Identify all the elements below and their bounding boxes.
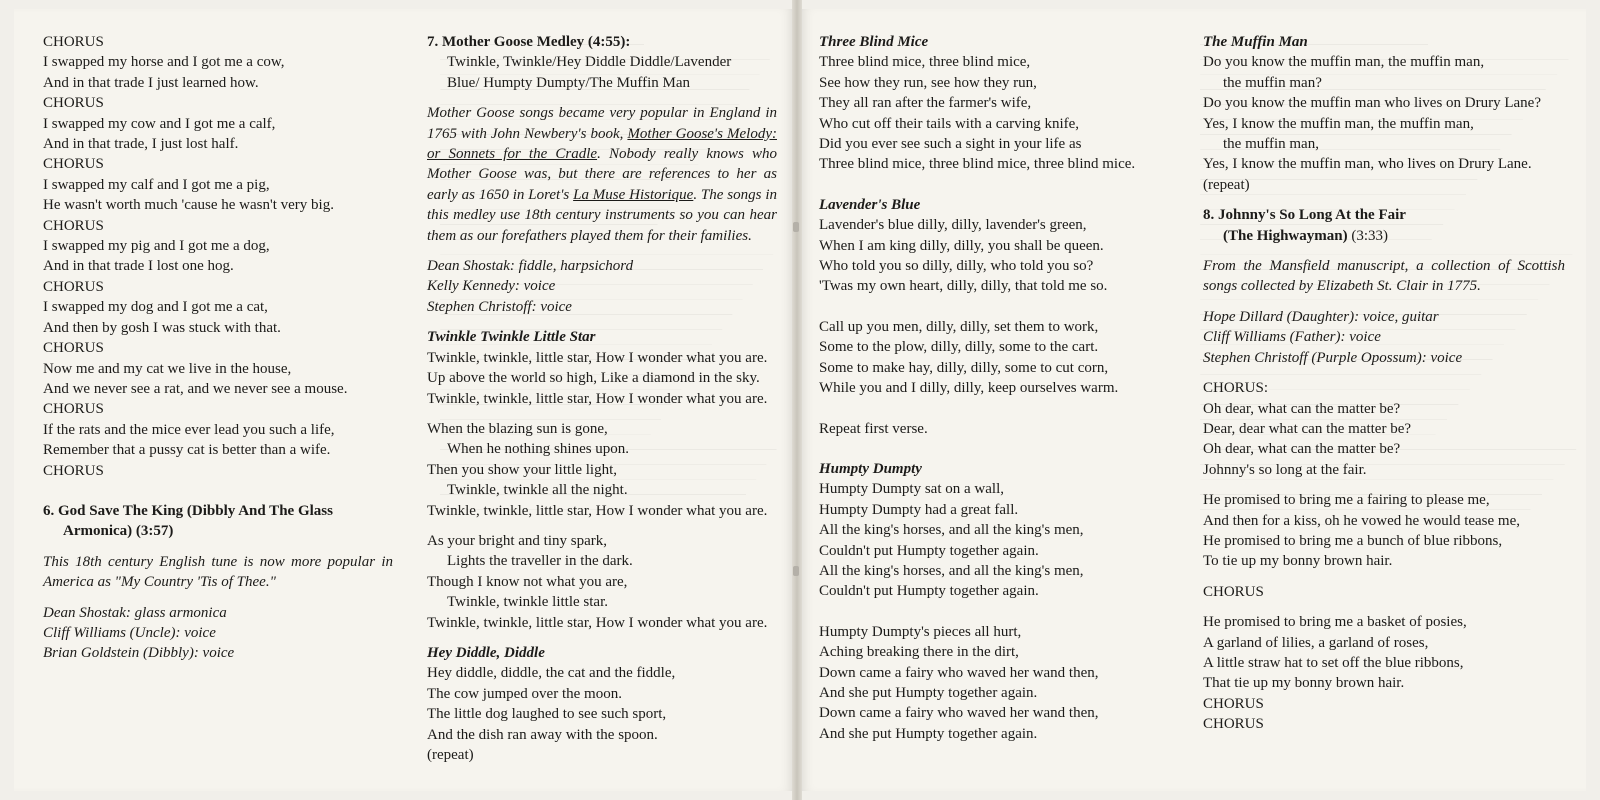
lyric-line: Couldn't put Humpty together again. (819, 583, 1039, 600)
lyric-line: Twinkle, twinkle, little star, How I wonder what you are. (427, 390, 768, 407)
track-7-note: Mother Goose songs became very popular in England in 1765 with John Newbery's book, Mother Goose's Melody: or Sonnets for the Cradle. Nobody really knows who Mother Goose was, but there are references to her as early as 1650 in Loret's La Muse Historique. The songs in this medley use 18th century instruments so you can hear them as our forefathers played them for their families. (427, 105, 777, 244)
lyric-line: Lavender's blue dilly, dilly, lavender's green, (819, 217, 1087, 234)
lyric-line: Who cut off their tails with a carving knife, (819, 115, 1080, 132)
johnny-chorus (1203, 378, 1565, 480)
lyric-line: As your bright and tiny spark, (427, 532, 607, 549)
source-title: La Muse Historique (573, 186, 694, 203)
credit-line: Hope Dillard (Daughter): voice, guitar (1203, 308, 1439, 325)
lyric-line: Twinkle, twinkle, little star, How I wonder what you are. (427, 614, 768, 631)
track-8-credits (1203, 307, 1565, 368)
track-6-title: 6. God Save The King (Dibbly And The Glass (43, 502, 333, 519)
lyric-line: Some to the plow, dilly, dilly, some to the cart. (819, 339, 1099, 356)
lyric-line: The little dog laughed to see such sport, (427, 706, 667, 723)
column-3 (819, 32, 1169, 744)
lyric-line: Call up you men, dilly, dilly, set them to work, (819, 318, 1099, 335)
lyric-line: Dear, dear what can the matter be? (1203, 420, 1412, 437)
verse-line: CHORUS (43, 462, 104, 479)
column-1 (43, 32, 393, 664)
lyric-line: When the blazing sun is gone, (427, 420, 608, 437)
track-7-title: 7. Mother Goose Medley (4:55): (427, 34, 631, 50)
lyric-line: Twinkle, twinkle little star. (447, 594, 609, 611)
track-8-note: From the Mansfield manuscript, a collection of Scottish songs collected by Elizabeth St. Clair in 1775. (1203, 258, 1565, 295)
lyric-line: Humpty Dumpty sat on a wall, (819, 481, 1004, 498)
lyric-line: Down came a fairy who waved her wand then, (819, 664, 1099, 681)
verse-line: CHORUS (43, 340, 104, 357)
lyric-line: And she put Humpty together again. (819, 684, 1038, 701)
lyric-line: See how they run, see how they run, (819, 74, 1037, 91)
twinkle-stanza-2 (427, 419, 777, 521)
track-6-title-cont: Armonica) (3:57) (63, 523, 174, 540)
lyric-line: To tie up my bonny brown hair. (1203, 553, 1393, 570)
verse-line: CHORUS (43, 34, 104, 50)
three-blind-mice-lyrics (819, 52, 1169, 174)
lyric-line: the muffin man, (1223, 136, 1319, 153)
book-title: Mother Goose's Melody: or Sonnets for the Cradle (427, 125, 777, 163)
swap-song-verses (43, 32, 393, 481)
staple-bottom (793, 566, 799, 576)
credit-line: Dean Shostak: glass armonica (43, 604, 227, 621)
verse-line: Now me and my cat we live in the house, (43, 360, 292, 377)
verse-line: If the rats and the mice ever lead you such a life, (43, 421, 335, 438)
lyric-line: Humpty Dumpty had a great fall. (819, 501, 1019, 518)
lyric-line: All the king's horses, and all the king's men, (819, 562, 1084, 579)
lyric-line: Up above the world so high, Like a diamond in the sky. (427, 370, 760, 387)
johnny-chorus-label: CHORUS (1203, 583, 1264, 600)
lavender-stanza-1 (819, 215, 1169, 297)
lyric-line: A little straw hat to set off the blue ribbons, (1203, 654, 1464, 671)
lyric-line: And she put Humpty together again. (819, 725, 1038, 742)
lyric-line: Three blind mice, three blind mice, three blind mice. (819, 156, 1136, 173)
lyric-line: (repeat) (427, 747, 474, 763)
lyric-line: Did you ever see such a sight in your life as (819, 136, 1082, 153)
verse-line: And then by gosh I was stuck with that. (43, 319, 281, 336)
lyric-line: Oh dear, what can the matter be? (1203, 400, 1401, 417)
lyric-line: Humpty Dumpty's pieces all hurt, (819, 623, 1022, 640)
humpty-stanza-2 (819, 622, 1169, 744)
lyric-line: Though I know not what you are, (427, 573, 628, 590)
verse-line: Remember that a pussy cat is better than a wife. (43, 442, 331, 459)
credit-line: Kelly Kennedy: voice (427, 278, 556, 295)
credit-line: Cliff Williams (Uncle): voice (43, 624, 216, 641)
lyric-line: Down came a fairy who waved her wand then, (819, 705, 1099, 722)
lyric-line: Yes, I know the muffin man, the muffin man, (1203, 115, 1474, 132)
verse-line: CHORUS (43, 95, 104, 112)
lyric-line: And the dish ran away with the spoon. (427, 726, 658, 743)
verse-line: I swapped my horse and I got me a cow, (43, 54, 285, 71)
track-6-note: This 18th century English tune is now more popular in America as "My Country 'Tis of Thee." (43, 553, 393, 591)
credit-line: Dean Shostak: fiddle, harpsichord (427, 258, 634, 275)
verse-line: And we never see a rat, and we never see a mouse. (43, 380, 348, 397)
lyric-line: He promised to bring me a bunch of blue ribbons, (1203, 532, 1503, 549)
lyric-line: They all ran after the farmer's wife, (819, 95, 1032, 112)
lyric-line: CHORUS (1203, 716, 1264, 733)
verse-line: CHORUS (43, 401, 104, 418)
lyric-line: Do you know the muffin man, the muffin man, (1203, 54, 1485, 71)
lyric-line: While you and I dilly, dilly, keep ourselves warm. (819, 380, 1119, 397)
song-title-three-blind-mice: Three Blind Mice (819, 34, 929, 50)
verse-line: And in that trade, I just lost half. (43, 136, 239, 153)
credit-line: Stephen Christoff (Purple Opossum): voice (1203, 349, 1463, 366)
verse-line: CHORUS (43, 217, 104, 234)
lyric-line: Johnny's so long at the fair. (1203, 461, 1367, 478)
column-2 (427, 32, 777, 765)
lyric-line: And then for a kiss, oh he vowed he would tease me, (1203, 512, 1521, 529)
song-title-muffin-man: The Muffin Man (1203, 34, 1308, 50)
lyric-line: Twinkle, twinkle, little star, How I wonder what you are. (427, 502, 768, 519)
lyric-line: Oh dear, what can the matter be? (1203, 441, 1401, 458)
lavender-repeat-note: Repeat first verse. (819, 420, 928, 437)
lyric-line: The cow jumped over the moon. (427, 685, 622, 702)
credit-line: Stephen Christoff: voice (427, 298, 572, 315)
verse-line: He wasn't worth much 'cause he wasn't very big. (43, 197, 334, 214)
lyric-line: Twinkle, twinkle all the night. (447, 482, 628, 499)
song-title-humpty-dumpty: Humpty Dumpty (819, 460, 922, 477)
lyric-line: When I am king dilly, dilly, you shall be queen. (819, 237, 1104, 254)
lyric-line: the muffin man? (1223, 74, 1322, 91)
song-title-twinkle: Twinkle Twinkle Little Star (427, 329, 596, 346)
lyric-line: Yes, I know the muffin man, who lives on Drury Lane. (1203, 156, 1532, 173)
lyric-line: (repeat) (1203, 176, 1250, 193)
lyric-line: When he nothing shines upon. (447, 441, 630, 458)
lyric-line: CHORUS: (1203, 380, 1269, 397)
track-7-subtitle: Twinkle, Twinkle/Hey Diddle Diddle/Lavender (447, 54, 732, 71)
column-4 (1203, 32, 1565, 735)
lyric-line: Twinkle, twinkle, little star, How I wonder what you are. (427, 349, 768, 366)
lavender-stanza-2 (819, 317, 1169, 399)
verse-line: And in that trade I just learned how. (43, 74, 259, 91)
lyric-line: Lights the traveller in the dark. (447, 553, 633, 570)
verse-line: And in that trade I lost one hog. (43, 258, 234, 275)
twinkle-stanza-1 (427, 348, 777, 409)
credit-line: Cliff Williams (Father): voice (1203, 329, 1381, 346)
credit-line: Brian Goldstein (Dibbly): voice (43, 645, 235, 662)
lyric-line: Then you show your little light, (427, 461, 617, 478)
track-8-title: 8. Johnny's So Long At the Fair (1203, 207, 1406, 224)
verse-line: CHORUS (43, 156, 104, 173)
lyric-line: Some to make hay, dilly, dilly, some to cut corn, (819, 359, 1109, 376)
verse-line: I swapped my pig and I got me a dog, (43, 238, 270, 255)
lyric-line: Do you know the muffin man who lives on Drury Lane? (1203, 95, 1541, 112)
lyric-line: Aching breaking there in the dirt, (819, 644, 1019, 661)
lyric-line: That tie up my bonny brown hair. (1203, 675, 1405, 692)
lyric-line: Hey diddle, diddle, the cat and the fiddle, (427, 665, 676, 682)
lyric-line: All the king's horses, and all the king's men, (819, 522, 1084, 539)
hey-diddle-lyrics (427, 663, 777, 765)
verse-line: I swapped my dog and I got me a cat, (43, 299, 268, 316)
muffin-man-lyrics (1203, 52, 1565, 195)
lyric-line: Three blind mice, three blind mice, (819, 54, 1031, 71)
track-8-title-cont: (The Highwayman) (3:33) (1223, 227, 1389, 244)
lyric-line: Couldn't put Humpty together again. (819, 542, 1039, 559)
verse-line: I swapped my cow and I got me a calf, (43, 115, 276, 132)
song-title-lavenders-blue: Lavender's Blue (819, 196, 921, 213)
johnny-verse-2 (1203, 612, 1565, 734)
lyric-line: He promised to bring me a basket of posies, (1203, 614, 1467, 631)
humpty-stanza-1 (819, 479, 1169, 601)
staple-top (793, 222, 799, 232)
track-7-credits (427, 256, 777, 317)
lyric-line: Who told you so dilly, dilly, who told you so? (819, 258, 1094, 275)
booklet-spine (792, 0, 802, 800)
track-7-subtitle-cont: Blue/ Humpty Dumpty/The Muffin Man (447, 74, 691, 91)
lyric-line: A garland of lilies, a garland of roses, (1203, 634, 1429, 651)
lyric-line: 'Twas my own heart, dilly, dilly, that told me so. (819, 278, 1108, 295)
lyric-line: He promised to bring me a fairing to please me, (1203, 492, 1490, 509)
johnny-verse-1 (1203, 490, 1565, 572)
track-6-credits (43, 603, 393, 664)
song-title-hey-diddle: Hey Diddle, Diddle (427, 644, 545, 661)
verse-line: CHORUS (43, 278, 104, 295)
lyric-line: CHORUS (1203, 695, 1264, 712)
twinkle-stanza-3 (427, 531, 777, 633)
verse-line: I swapped my calf and I got me a pig, (43, 176, 270, 193)
